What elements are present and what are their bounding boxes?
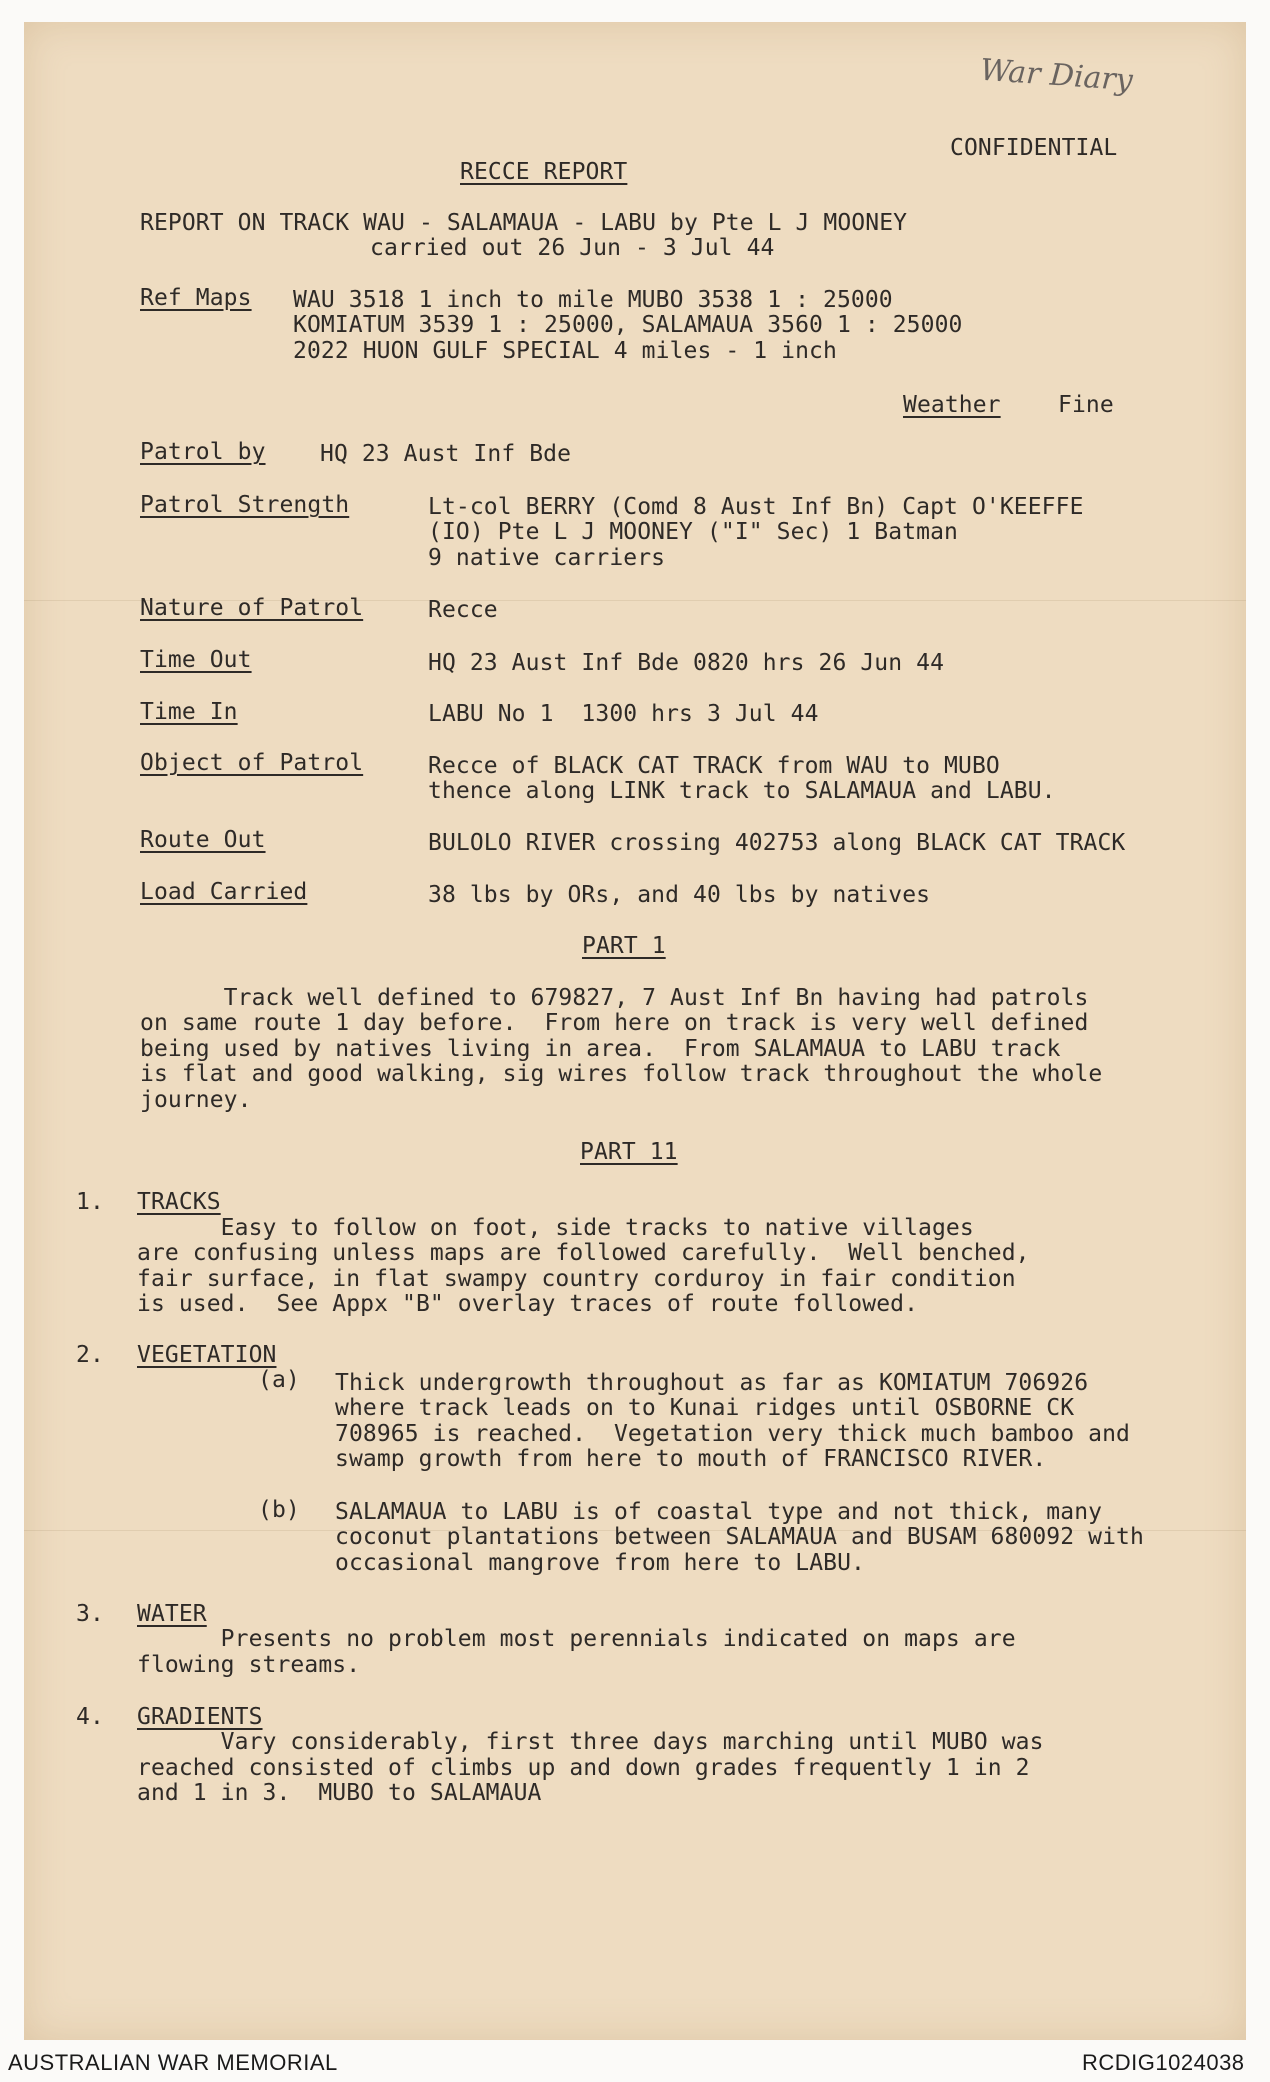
gradients-heading: GRADIENTS bbox=[137, 1704, 263, 1730]
vegetation-a-line: 708965 is reached. Vegetation very thick much bamboo and bbox=[335, 1421, 1130, 1447]
classification-label: CONFIDENTIAL bbox=[950, 135, 1118, 161]
load-carried-value: 38 lbs by ORs, and 40 lbs by natives bbox=[428, 882, 931, 908]
part1-line: being used by natives living in area. From SALAMAUA to LABU track bbox=[140, 1036, 1061, 1062]
patrol-strength-line: (IO) Pte L J MOONEY ("I" Sec) 1 Batman bbox=[428, 519, 958, 545]
vegetation-b-line: occasional mangrove from here to LABU. bbox=[335, 1550, 865, 1576]
ref-maps-line: KOMIATUM 3539 1 : 25000, SALAMAUA 3560 1 : 25000 bbox=[293, 312, 963, 338]
tracks-heading: TRACKS bbox=[137, 1189, 221, 1215]
part1-heading: PART 1 bbox=[582, 933, 666, 959]
object-of-patrol-line: thence along LINK track to SALAMAUA and LABU. bbox=[428, 778, 1056, 804]
patrol-strength-line: 9 native carriers bbox=[428, 545, 666, 571]
gradients-line: and 1 in 3. MUBO to SALAMAUA bbox=[137, 1780, 542, 1806]
report-subtitle-line1: REPORT ON TRACK WAU - SALAMAUA - LABU by Pte L J MOONEY bbox=[140, 210, 908, 236]
ref-maps-line: WAU 3518 1 inch to mile MUBO 3538 1 : 25000 bbox=[293, 287, 893, 313]
vegetation-b-label: (b) bbox=[258, 1497, 300, 1523]
nature-of-patrol-label: Nature of Patrol bbox=[140, 595, 364, 621]
patrol-strength-label: Patrol Strength bbox=[140, 492, 350, 518]
time-in-value: LABU No 1 1300 hrs 3 Jul 44 bbox=[428, 701, 819, 727]
tracks-line: Easy to follow on foot, side tracks to native villages bbox=[137, 1215, 974, 1241]
ref-maps-label: Ref Maps bbox=[140, 285, 252, 311]
patrol-strength-line: Lt-col BERRY (Comd 8 Aust Inf Bn) Capt O'KEEFFE bbox=[428, 494, 1084, 520]
water-heading: WATER bbox=[137, 1601, 207, 1627]
footer-record-id: RCDIG1024038 bbox=[1082, 2050, 1245, 2075]
route-out-label: Route Out bbox=[140, 827, 266, 853]
time-in-label: Time In bbox=[140, 699, 238, 725]
part1-line: journey. bbox=[140, 1087, 252, 1113]
time-out-label: Time Out bbox=[140, 647, 252, 673]
gradients-line: reached consisted of climbs up and down grades frequently 1 in 2 bbox=[137, 1755, 1030, 1781]
patrol-by-value: HQ 23 Aust Inf Bde bbox=[320, 441, 572, 467]
section-number: 3. bbox=[76, 1601, 104, 1627]
vegetation-a-line: swamp growth from here to mouth of FRANCISCO RIVER. bbox=[335, 1446, 1047, 1472]
vegetation-a-label: (a) bbox=[258, 1367, 300, 1393]
tracks-line: is used. See Appx "B" overlay traces of route followed. bbox=[137, 1291, 919, 1317]
route-out-value: BULOLO RIVER crossing 402753 along BLACK CAT TRACK bbox=[428, 830, 1126, 856]
section-number: 1. bbox=[76, 1189, 104, 1215]
ref-maps-line: 2022 HUON GULF SPECIAL 4 miles - 1 inch bbox=[293, 338, 837, 364]
section-number: 4. bbox=[76, 1704, 104, 1730]
water-line: flowing streams. bbox=[137, 1652, 361, 1678]
footer-archive-name: AUSTRALIAN WAR MEMORIAL bbox=[8, 2050, 338, 2075]
gradients-line: Vary considerably, first three days marching until MUBO was bbox=[137, 1729, 1044, 1755]
handwritten-note: War Diary bbox=[978, 52, 1134, 99]
water-line: Presents no problem most perennials indicated on maps are bbox=[137, 1626, 1016, 1652]
part1-line: Track well defined to 679827, 7 Aust Inf Bn having had patrols bbox=[140, 985, 1089, 1011]
part1-line: is flat and good walking, sig wires follow track throughout the whole bbox=[140, 1061, 1103, 1087]
vegetation-b-line: SALAMAUA to LABU is of coastal type and not thick, many bbox=[335, 1499, 1103, 1525]
object-of-patrol-label: Object of Patrol bbox=[140, 750, 364, 776]
load-carried-label: Load Carried bbox=[140, 879, 308, 905]
vegetation-b-line: coconut plantations between SALAMAUA and BUSAM 680092 with bbox=[335, 1524, 1144, 1550]
nature-of-patrol-value: Recce bbox=[428, 597, 498, 623]
part2-heading: PART 11 bbox=[580, 1139, 678, 1165]
vegetation-a-line: where track leads on to Kunai ridges until OSBORNE CK bbox=[335, 1395, 1075, 1421]
time-out-value: HQ 23 Aust Inf Bde 0820 hrs 26 Jun 44 bbox=[428, 650, 945, 676]
vegetation-heading: VEGETATION bbox=[137, 1342, 277, 1368]
vegetation-a-line: Thick undergrowth throughout as far as KOMIATUM 706926 bbox=[335, 1370, 1089, 1396]
tracks-line: are confusing unless maps are followed carefully. Well benched, bbox=[137, 1240, 1030, 1266]
report-title: RECCE REPORT bbox=[460, 159, 628, 185]
weather-value: Fine bbox=[1058, 392, 1114, 418]
object-of-patrol-line: Recce of BLACK CAT TRACK from WAU to MUBO bbox=[428, 753, 1000, 779]
patrol-by-label: Patrol by bbox=[140, 439, 266, 465]
tracks-line: fair surface, in flat swampy country corduroy in fair condition bbox=[137, 1266, 1016, 1292]
weather-label: Weather bbox=[903, 392, 1001, 418]
part1-line: on same route 1 day before. From here on track is very well defined bbox=[140, 1010, 1089, 1036]
section-number: 2. bbox=[76, 1342, 104, 1368]
report-subtitle-line2: carried out 26 Jun - 3 Jul 44 bbox=[370, 235, 775, 261]
